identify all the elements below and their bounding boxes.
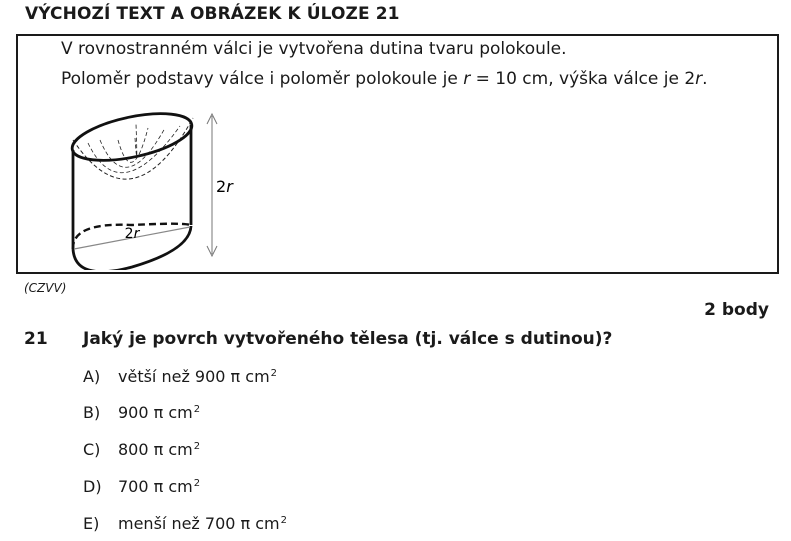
option-d[interactable]: D) 700 π $cm^2$ xyxy=(83,477,201,496)
hemisphere-meridian-4 xyxy=(88,126,180,173)
option-b[interactable]: B) 900 π $cm^2$ xyxy=(83,403,201,422)
intro-line-2: Poloměr podstavy válce i poloměr polokoule je r = 10 cm, výška válce je 2r. xyxy=(61,69,708,89)
cylinder-figure xyxy=(70,110,270,270)
intro-box xyxy=(16,34,779,274)
hemisphere-meridian-3 xyxy=(135,124,137,156)
section-header: VÝCHOZÍ TEXT A OBRÁZEK K ÚLOZE 21 xyxy=(25,4,400,24)
height-label: 2r xyxy=(216,177,233,196)
diameter-label: 2r xyxy=(124,226,140,242)
option-e[interactable]: E) menší než 700 π $cm^2$ xyxy=(83,514,288,533)
intro-line-1: V rovnostranném válci je vytvořena dutina tvaru polokoule. xyxy=(61,39,567,59)
option-c[interactable]: C) 800 π $cm^2$ xyxy=(83,440,201,459)
points-label: 2 body xyxy=(704,300,769,320)
cylinder-top xyxy=(70,110,196,169)
hemisphere-outline xyxy=(73,118,193,179)
source-label: (CZVV) xyxy=(24,281,67,295)
question-text: Jaký je povrch vytvořeného tělesa (tj. válce s dutinou)? xyxy=(83,329,613,349)
option-a[interactable]: A) větší než 900 π $cm^2$ xyxy=(83,367,278,386)
question-number: 21 xyxy=(24,329,48,349)
